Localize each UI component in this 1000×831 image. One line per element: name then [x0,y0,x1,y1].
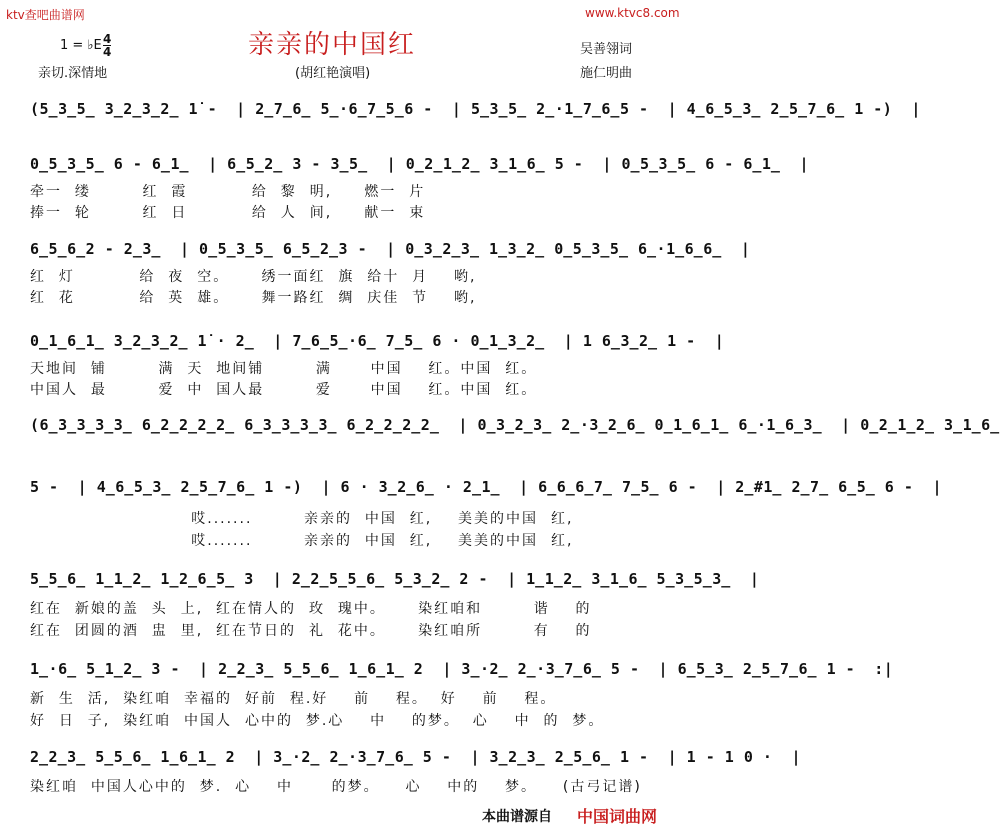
watermark-left: ktv查吧曲谱网 [6,8,85,22]
source-site-logo: 中国词曲网 [577,807,658,826]
notation-line: 5 - | 4̲6̲5̲3̲ 2̲5̲7̲6̲ 1 -) | 6 · 3̲2̲6̲ · 2̲1̲ | 6̲6̲6̲7̲ 7̲5̲ 6 - | 2̲#1̲ 2̲7̲ 6̲5̲ 6 - | [30,478,942,496]
lyric-verse-2: 好 日 子, 染红咱 中国人 心中的 梦.心 中 的梦。 心 中 的 梦。 [30,713,605,729]
lyric-verse-1: 天地间 铺 满 天 地间铺 满 中国 红。中国 红。 [30,361,538,377]
lyric-verse-2: 捧一 轮 红 日 给 人 间, 献一 束 [30,205,426,221]
lyric-verse-2: 红 花 给 英 雄。 舞一路红 绸 庆佳 节 哟, [30,290,477,306]
notation-line: 6̲5̲6̲2 - 2̲3̲ | 0̲5̲3̲5̲ 6̲5̲2̲3 - | 0̲3̲2̲3̲ 1̲3̲2̲ 0̲5̲3̲5̲ 6̲·1̲6̲6̲ | [30,240,751,258]
lyric-verse-1: 染红咱 中国人心中的 梦. 心 中 的梦。 心 中的 梦。 (古弓记谱) [30,779,642,795]
composer-credit: 施仁明曲 [580,66,633,81]
watermark-right: www.ktvc8.com [585,6,680,20]
song-title: 亲亲的中国红 [248,30,417,60]
mood-marking: 亲切.深情地 [38,66,108,81]
lyric-verse-2: 中国人 最 爱 中 国人最 爱 中国 红。中国 红。 [30,382,538,398]
lyric-verse-1: 红在 新娘的盖 头 上, 红在情人的 玫 瑰中。 染红咱和 谐 的 [30,601,592,617]
lyric-verse-1: 红 灯 给 夜 空。 绣一面红 旗 给十 月 哟, [30,269,477,285]
lyric-verse-2: 哎....... 亲亲的 中国 红, 美美的中国 红, [30,533,574,549]
singer-credit: (胡红艳演唱) [295,66,371,81]
lyric-verse-1: 哎....... 亲亲的 中国 红, 美美的中国 红, [30,511,574,527]
lyricist-credit: 吴善翎词 [580,42,633,57]
notation-line: (6̲3̲3̲3̲3̲ 6̲2̲2̲2̲2̲ 6̲3̲3̲3̲3̲ 6̲2̲2̲2̲2̲ | 0̲3̲2̲3̲ 2̲·3̲2̲6̲ 0̲1̲6̲1̲ 6̲·1̲6̲3̲ | 0̲2̲1̲2̲ 3̲1̲6̲ [30,416,1000,434]
score [30,0,1000,831]
notation-line: 2̲2̲3̲ 5̲5̲6̲ 1̲6̲1̲ 2 | 3̲·2̲ 2̲·3̲7̲6̲ 5 - | 3̲2̲3̲ 2̲5̲6̲ 1 - | 1 - 1 0 · | [30,748,802,766]
lyric-verse-2: 红在 团圆的酒 盅 里, 红在节日的 礼 花中。 染红咱所 有 的 [30,623,592,639]
lyric-verse-1: 新 生 活, 染红咱 幸福的 好前 程.好 前 程。 好 前 程。 [30,691,557,707]
time-top: 4 [103,32,112,46]
source-note: 本曲谱源自 [482,809,552,825]
notation-line: 0̲1̲6̲1̲ 3̲2̲3̲2̲ 1̇ · 2̲ | 7̲6̲5̲·6̲ 7̲5̲ 6 · 0̲1̲3̲2̲ | 1 6̲3̲2̲ 1 - | [30,332,725,350]
notation-line: 1̲·6̲ 5̲1̲2̲ 3 - | 2̲2̲3̲ 5̲5̲6̲ 1̲6̲1̲ 2 | 3̲·2̲ 2̲·3̲7̲6̲ 5 - | 6̲5̲3̲ 2̲5̲7̲6̲ 1 - :| [30,660,894,678]
notation-line: 0̲5̲3̲5̲ 6 - 6̲1̲ | 6̲5̲2̲ 3 - 3̲5̲ | 0̲2̲1̲2̲ 3̲1̲6̲ 5 - | 0̲5̲3̲5̲ 6 - 6̲1̲ | [30,155,810,173]
notation-line: (5̲3̲5̲ 3̲2̲3̲2̲ 1̇ - | 2̲7̲6̲ 5̲·6̲7̲5̲6 - | 5̲3̲5̲ 2̲·1̲7̲6̲5 - | 4̲6̲5̲3̲ 2̲5̲7̲6̲ 1 -) | [30,100,921,118]
notation-line: 5̲5̲6̲ 1̲1̲2̲ 1̲2̲6̲5̲ 3 | 2̲2̲5̲5̲6̲ 5̲3̲2̲ 2 - | 1̲1̲2̲ 3̲1̲6̲ 5̲3̲5̲3̲ | [30,570,760,588]
time-bottom: 4 [103,45,112,59]
lyric-verse-1: 牵一 缕 红 霞 给 黎 明, 燃一 片 [30,184,426,200]
key-signature: 1 = ♭E [60,38,102,53]
